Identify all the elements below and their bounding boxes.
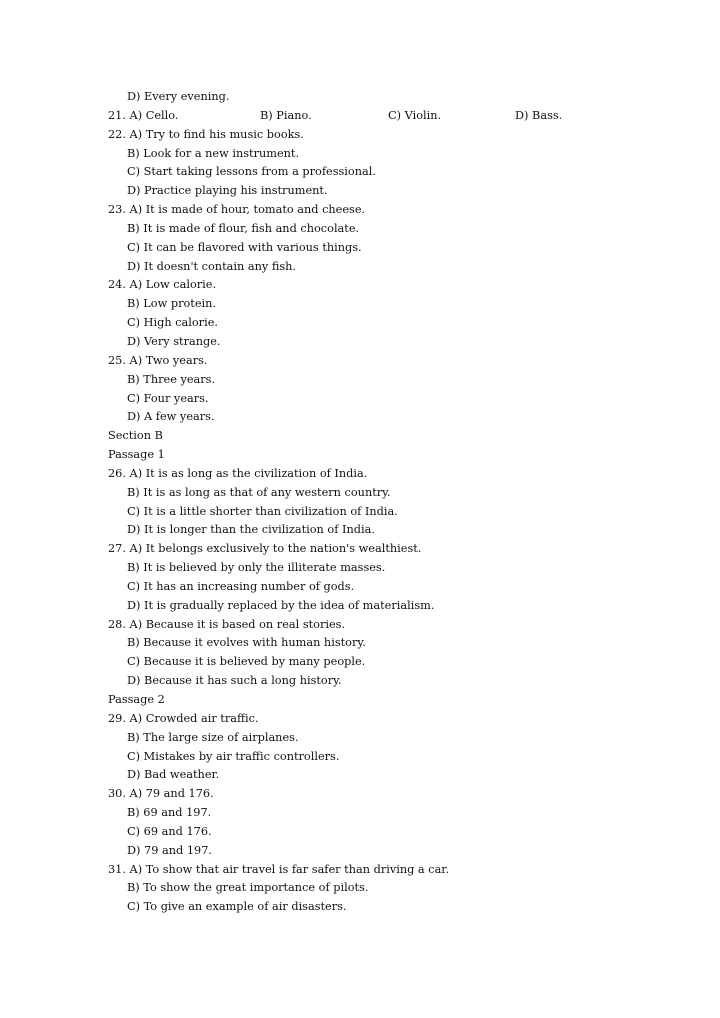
question-line: 29. A) Crowded air traffic.: [108, 711, 259, 725]
option-text: B) Piano.: [260, 108, 312, 122]
question-line: 24. A) Low calorie.: [108, 278, 217, 292]
option-line: C) Start taking lessons from a professional.: [127, 165, 376, 179]
option-line: D) Practice playing his instrument.: [127, 184, 328, 198]
question-line: 27. A) It belongs exclusively to the nation's wealthiest.: [108, 542, 422, 556]
option-line: D) It doesn't contain any fish.: [127, 259, 297, 273]
option-line: D) 79 and 197.: [127, 843, 213, 857]
question-line: 26. A) It is as long as the civilization of India.: [108, 466, 368, 480]
option-text: C) Violin.: [388, 108, 442, 122]
option-line: B) 69 and 197.: [127, 806, 212, 820]
option-line: C) Because it is believed by many people.: [127, 655, 366, 669]
option-line: C) It is a little shorter than civilization of India.: [127, 504, 398, 518]
question-list: [0, 88, 720, 917]
section-heading: Section B: [108, 429, 163, 443]
question-line: 22. A) Try to find his music books.: [108, 127, 304, 141]
option-line: D) It is longer than the civilization of India.: [127, 523, 375, 537]
option-line: B) It is believed by only the illiterate masses.: [127, 561, 386, 575]
option-line: B) Low protein.: [127, 297, 217, 311]
option-line: D) Very strange.: [127, 334, 221, 348]
option-line: B) Look for a new instrument.: [127, 146, 300, 160]
question-line: 28. A) Because it is based on real stories.: [108, 617, 346, 631]
option-line: C) It can be flavored with various things.: [127, 240, 362, 254]
option-line: B) Because it evolves with human history.: [127, 636, 366, 650]
option-line: D) Every evening.: [127, 90, 230, 103]
option-line: B) The large size of airplanes.: [127, 730, 299, 744]
option-line: B) It is made of flour, fish and chocolate.: [127, 221, 360, 235]
question-line: 25. A) Two years.: [108, 353, 208, 367]
passage-heading: Passage 1: [108, 448, 165, 462]
option-line: C) 69 and 176.: [127, 824, 212, 838]
option-line: D) A few years.: [127, 410, 215, 424]
option-line: C) Mistakes by air traffic controllers.: [127, 749, 340, 763]
question-line: 31. A) To show that air travel is far safer than driving a car.: [108, 862, 450, 876]
question-line: 23. A) It is made of hour, tomato and cheese.: [108, 203, 366, 217]
passage-heading: Passage 2: [108, 693, 165, 706]
option-line: C) Four years.: [127, 391, 209, 405]
option-line: C) High calorie.: [127, 316, 218, 330]
option-line: B) To show the great importance of pilots.: [127, 881, 369, 895]
option-line: C) It has an increasing number of gods.: [127, 579, 355, 593]
option-line: C) To give an example of air disasters.: [127, 900, 347, 914]
option-line: B) It is as long as that of any western country.: [127, 485, 391, 499]
option-line: B) Three years.: [127, 372, 216, 386]
option-line: D) Because it has such a long history.: [127, 674, 342, 688]
option-line: D) Bad weather.: [127, 768, 220, 782]
option-text: D) Bass.: [515, 108, 563, 122]
question-line: [0, 107, 720, 126]
question-line: 30. A) 79 and 176.: [108, 787, 214, 801]
option-line: D) It is gradually replaced by the idea of materialism.: [127, 598, 435, 612]
option-text: 21. A) Cello.: [108, 108, 179, 122]
